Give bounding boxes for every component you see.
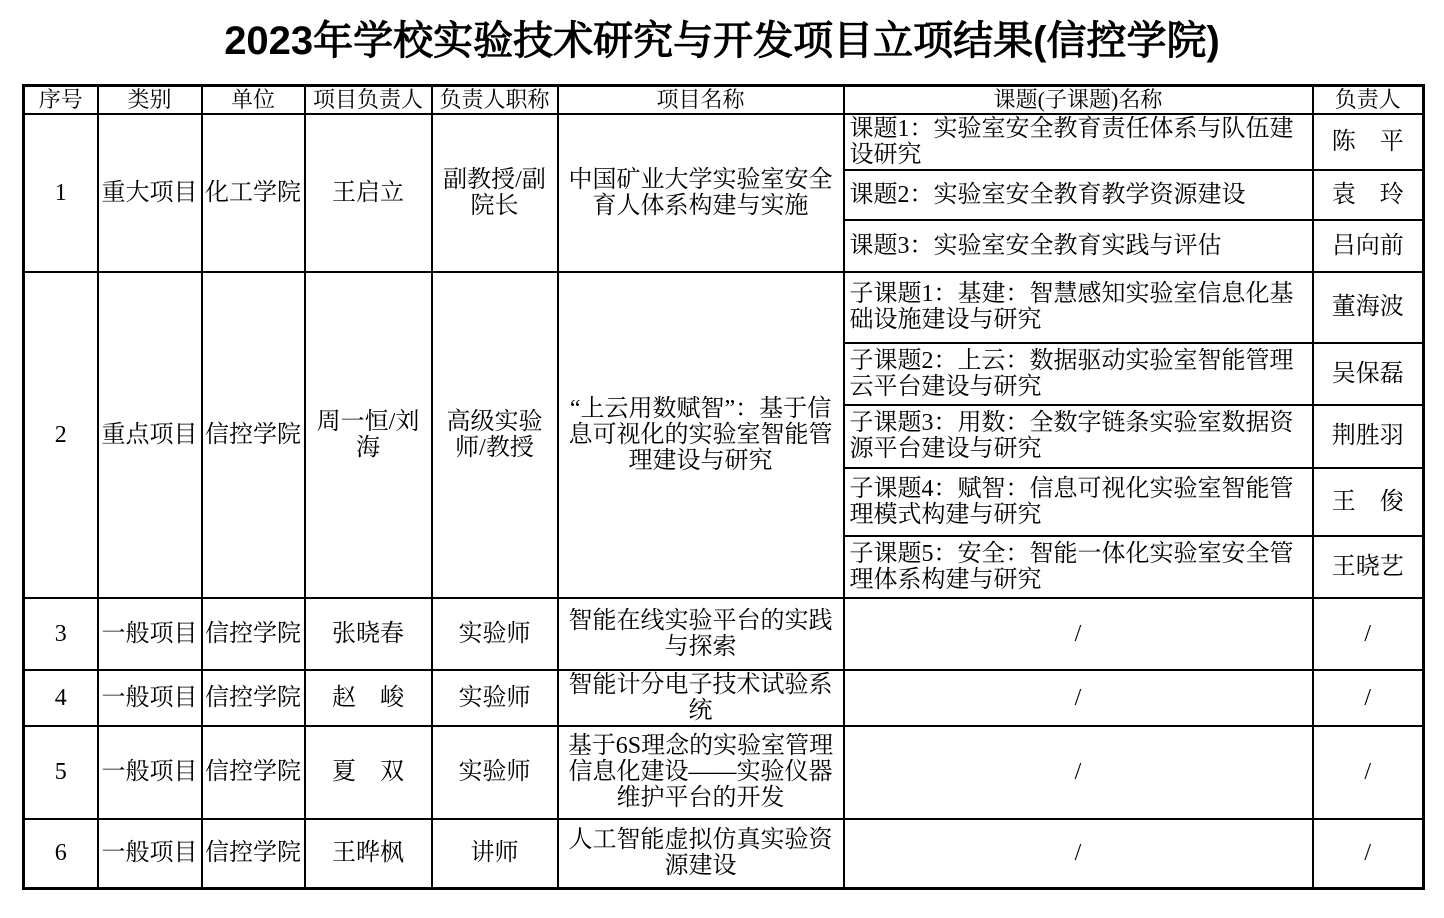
cell-project-leader: 赵 峻 (305, 670, 432, 726)
cell-category: 一般项目 (98, 819, 202, 889)
cell-topic-leader: / (1313, 819, 1424, 889)
cell-project-leader: 王晔枫 (305, 819, 432, 889)
cell-topic-name: 课题2：实验室安全教育教学资源建设 (844, 170, 1313, 220)
cell-topic-name: / (844, 670, 1313, 726)
cell-topic-leader: 王 俊 (1313, 468, 1424, 536)
cell-leader-title: 实验师 (432, 598, 558, 670)
header-unit: 单位 (202, 86, 305, 114)
cell-unit: 信控学院 (202, 598, 305, 670)
cell-project-name: 人工智能虚拟仿真实验资源建设 (558, 819, 844, 889)
header-category: 类别 (98, 86, 202, 114)
cell-category: 一般项目 (98, 726, 202, 819)
cell-leader-title: 讲师 (432, 819, 558, 889)
cell-topic-name: 课题1：实验室安全教育责任体系与队伍建设研究 (844, 114, 1313, 170)
cell-no: 2 (24, 272, 98, 598)
cell-topic-leader: 陈 平 (1313, 114, 1424, 170)
cell-no: 3 (24, 598, 98, 670)
header-leader-title: 负责人职称 (432, 86, 558, 114)
cell-topic-leader: 董海波 (1313, 272, 1424, 343)
table-row (24, 114, 1424, 170)
cell-no: 5 (24, 726, 98, 819)
header-row (24, 86, 1424, 114)
cell-leader-title: 副教授/副院长 (432, 114, 558, 272)
header-project-leader: 项目负责人 (305, 86, 432, 114)
page-title: 2023年学校实验技术研究与开发项目立项结果(信控学院) (224, 19, 1220, 63)
cell-project-name: 智能在线实验平台的实践与探索 (558, 598, 844, 670)
cell-category: 一般项目 (98, 598, 202, 670)
projects-table (22, 84, 1425, 890)
cell-topic-leader: 王晓艺 (1313, 536, 1424, 598)
table-row (24, 598, 1424, 670)
cell-project-leader: 周一恒/刘海 (305, 272, 432, 598)
cell-project-name: “上云用数赋智”：基于信息可视化的实验室智能管理建设与研究 (558, 272, 844, 598)
cell-no: 4 (24, 670, 98, 726)
cell-unit: 信控学院 (202, 819, 305, 889)
cell-project-leader: 夏 双 (305, 726, 432, 819)
cell-leader-title: 高级实验师/教授 (432, 272, 558, 598)
cell-topic-leader: 吴保磊 (1313, 343, 1424, 405)
cell-leader-title: 实验师 (432, 670, 558, 726)
cell-no: 6 (24, 819, 98, 889)
cell-category: 一般项目 (98, 670, 202, 726)
cell-project-leader: 张晓春 (305, 598, 432, 670)
cell-unit: 信控学院 (202, 726, 305, 819)
table-row (24, 819, 1424, 889)
cell-topic-name: 子课题5：安全：智能一体化实验室安全管理体系构建与研究 (844, 536, 1313, 598)
cell-project-leader: 王启立 (305, 114, 432, 272)
cell-topic-name: / (844, 819, 1313, 889)
cell-unit: 化工学院 (202, 114, 305, 272)
cell-topic-leader: 荆胜羽 (1313, 405, 1424, 468)
cell-project-name: 基于6S理念的实验室管理信息化建设——实验仪器维护平台的开发 (558, 726, 844, 819)
cell-topic-leader: 吕向前 (1313, 220, 1424, 272)
cell-topic-name: 子课题2：上云：数据驱动实验室智能管理云平台建设与研究 (844, 343, 1313, 405)
cell-topic-name: 子课题4：赋智：信息可视化实验室智能管理模式构建与研究 (844, 468, 1313, 536)
cell-topic-name: 子课题3：用数：全数字链条实验室数据资源平台建设与研究 (844, 405, 1313, 468)
cell-project-name: 中国矿业大学实验室安全育人体系构建与实施 (558, 114, 844, 272)
header-project-name: 项目名称 (558, 86, 844, 114)
cell-topic-leader: / (1313, 726, 1424, 819)
header-topic-name: 课题(子课题)名称 (844, 86, 1313, 114)
table-row (24, 272, 1424, 343)
cell-category: 重大项目 (98, 114, 202, 272)
cell-topic-leader: / (1313, 670, 1424, 726)
cell-topic-leader: 袁 玲 (1313, 170, 1424, 220)
cell-topic-name: / (844, 726, 1313, 819)
cell-unit: 信控学院 (202, 272, 305, 598)
cell-topic-leader: / (1313, 598, 1424, 670)
header-no: 序号 (24, 86, 98, 114)
table-row (24, 726, 1424, 819)
cell-no: 1 (24, 114, 98, 272)
table-row (24, 670, 1424, 726)
cell-topic-name: 课题3：实验室安全教育实践与评估 (844, 220, 1313, 272)
cell-topic-name: 子课题1：基建：智慧感知实验室信息化基础设施建设与研究 (844, 272, 1313, 343)
cell-leader-title: 实验师 (432, 726, 558, 819)
cell-unit: 信控学院 (202, 670, 305, 726)
header-topic-leader: 负责人 (1313, 86, 1424, 114)
cell-topic-name: / (844, 598, 1313, 670)
cell-category: 重点项目 (98, 272, 202, 598)
cell-project-name: 智能计分电子技术试验系统 (558, 670, 844, 726)
